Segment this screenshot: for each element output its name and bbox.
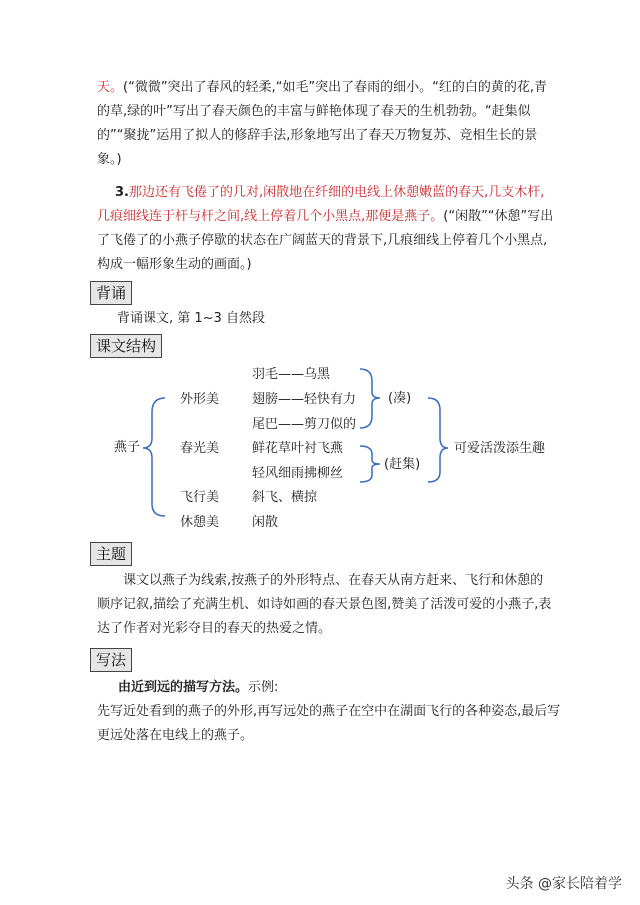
writing-text: 先写近处看到的燕子的外形,再写远处的燕子在空中在湖面飞行的各种姿态,最后写更远处落在电线上的燕子。	[97, 704, 561, 743]
writing-method-bold: 由近到远的描写方法。	[118, 680, 249, 695]
section-title-recite: 背诵	[90, 281, 132, 305]
theme-text: 课文以燕子为线索,按燕子的外形特点、在春天从南方赶来、飞行和休憩的顺序记叙,描绘了充满生机、如诗如画的春天景色图,赞美了活泼可爱的小燕子,表达了作者对光彩夺目的春天的热爱之情。	[97, 573, 552, 636]
detail-feather: 羽毛——乌黑	[252, 367, 331, 382]
watermark: 头条 @家长陪着学	[505, 876, 622, 892]
note-explanation: (“闲散”“休憩”写出了飞倦了的小燕子停歇的状态在广阔蓝天的背景下,几痕细线上停着几个小黑点,构成一幅形象生动的画面。)	[97, 209, 554, 272]
detail-flowers: 鲜花草叶衬飞燕	[252, 441, 344, 456]
item-number: 3.	[115, 185, 129, 200]
branch-appearance: 外形美	[180, 392, 220, 407]
writing-example-label: 示例:	[248, 680, 279, 695]
detail-wing: 翅膀——轻快有力	[252, 392, 357, 407]
summary-label: 可爱活泼添生趣	[454, 441, 546, 456]
structure-root: 燕子	[114, 440, 141, 455]
detail-tail: 尾巴——剪刀似的	[252, 417, 357, 432]
branch-flying: 飞行美	[180, 490, 220, 505]
recite-text: 背诵课文, 第 1~3 自然段	[117, 311, 265, 326]
writing-method	[118, 676, 578, 700]
section-title-theme: 主题	[90, 542, 132, 566]
group2-label: (赶集)	[384, 457, 421, 472]
note-explanation: (“微微”突出了春风的轻柔,“如毛”突出了春雨的细小。“红的白的黄的花,青的草,绿的叶”写出了春天颜色的丰富与鲜艳体现了春天的生机勃勃。“赶集似的”“聚拢”运用了拟人的修辞手法,形象地写出了春天万物复苏、竞相生长的景象。)	[97, 80, 548, 167]
section-title-structure: 课文结构	[90, 334, 162, 358]
quoted-text-red: 那边还有飞倦了的几对,闲散地在纤细的电线上休憩嫩蓝的春天,几支木杆,几痕细线连于杆与杆之间,线上停着几个小黑点,那便是燕子。	[97, 185, 545, 224]
detail-wind-rain: 轻风细雨拂柳丝	[252, 466, 344, 481]
detail-rest: 闲散	[252, 515, 279, 530]
group2-brace	[360, 446, 380, 482]
detail-fly: 斜飞、横掠	[252, 490, 318, 505]
summary-brace	[428, 398, 448, 482]
branch-resting: 休憩美	[180, 515, 220, 530]
branch-spring: 春光美	[180, 441, 220, 456]
quoted-text-red: 天。	[97, 80, 124, 95]
group1-label: (凑)	[388, 391, 412, 406]
section-title-writing: 写法	[90, 648, 132, 672]
root-brace	[143, 398, 165, 516]
group1-brace	[360, 369, 380, 428]
